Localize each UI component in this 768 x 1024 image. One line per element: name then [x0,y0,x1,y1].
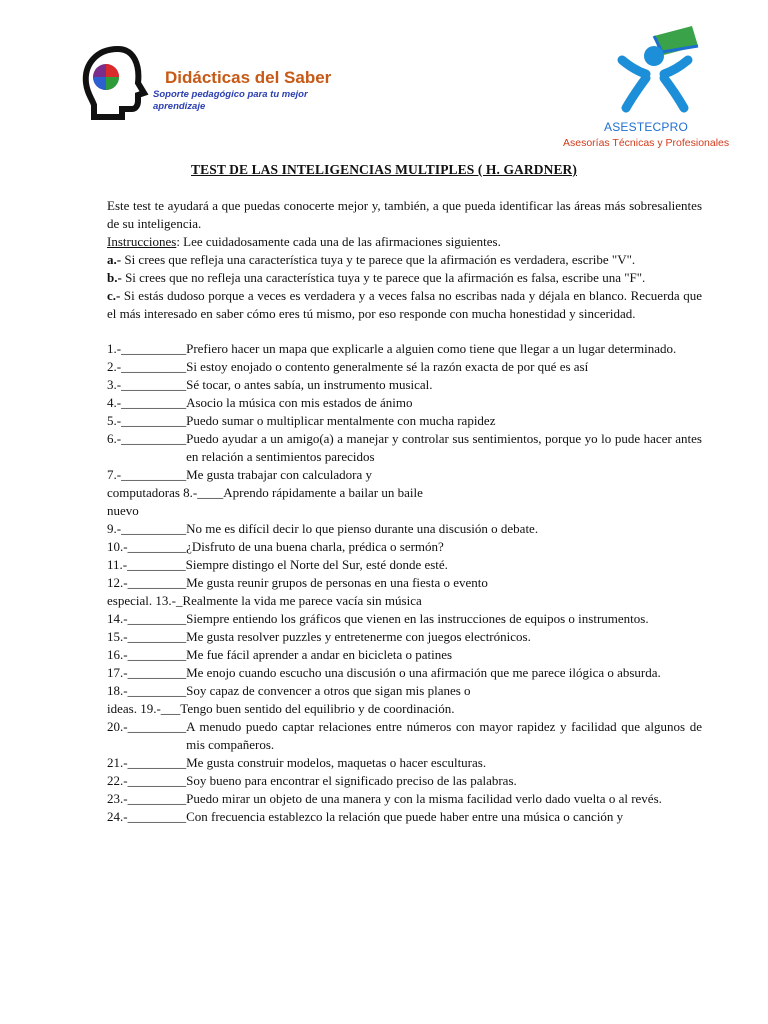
question-item [107,790,702,808]
question-number: 2.-__________ [107,359,187,374]
question-number: 20.-_________ [107,719,187,734]
didacticas-tagline: Soporte pedagógico para tu mejor aprendizaje [153,89,308,112]
question-text [139,502,702,520]
question-text: Puedo sumar o multiplicar mentalmente con mucha rapidez [186,413,496,428]
question-item [107,592,702,610]
question-item [107,682,702,700]
question-item [107,340,702,358]
question-number: 17.-_________ [107,665,187,680]
question-text: Realmente la vida me parece vacía sin música [182,593,422,608]
question-number: 3.-__________ [107,377,187,392]
question-item [107,484,702,502]
question-item [107,430,702,466]
question-text: Me fue fácil aprender a andar en bicicleta o patines [186,647,453,662]
question-number: 11.-_________ [107,557,186,572]
question-item [107,538,702,556]
question-text: Puedo mirar un objeto de una manera y con la misma facilidad verlo dado vuelta o al revés. [186,791,662,806]
didacticas-brand: Didácticas del Saber [165,68,332,87]
question-item [107,610,702,628]
question-number: nuevo [107,503,139,518]
question-text: Con frecuencia establezco la relación que puede haber entre una música o canción y [186,809,624,824]
question-text: Aprendo rápidamente a bailar un baile [223,485,423,500]
question-number: 4.-__________ [107,395,187,410]
question-number: 15.-_________ [107,629,187,644]
asestecpro-logo-icon [614,22,700,116]
question-number: 1.-__________ [107,341,187,356]
question-item [107,502,702,520]
question-text: Me enojo cuando escucho una discusión o una afirmación que me parece ilógica o absurda. [186,665,661,680]
question-text: Puedo ayudar a un amigo(a) a manejar y controlar sus sentimientos, porque yo lo pude hacer antes en relación a sentimientos parecidos [186,431,702,464]
question-text: A menudo puedo captar relaciones entre números con mayor rapidez y facilidad que algunos de mis compañeros. [186,719,702,752]
question-number: 7.-__________ [107,467,187,482]
question-item [107,772,702,790]
question-number: computadoras 8.-____ [107,485,224,500]
question-number: 24.-_________ [107,809,187,824]
rule-a-label: a.- [107,252,122,267]
question-text: Sé tocar, o antes sabía, un instrumento musical. [186,377,433,392]
rule-c-text: Si estás dudoso porque a veces es verdadera y a veces falsa no escribas nada y déjala en blanco. Recuerda que el más interesado en saber cómo eres tú mismo, por eso responde con mucha honestidad y sinceridad. [107,288,702,321]
question-text: Asocio la música con mis estados de ánimo [186,395,413,410]
question-item [107,754,702,772]
question-number: 10.-_________ [107,539,187,554]
question-item [107,412,702,430]
asestecpro-tagline: Asesorías Técnicas y Profesionales [563,137,730,149]
rule-b [107,269,702,287]
question-item [107,700,702,718]
question-item [107,376,702,394]
question-text: Me gusta trabajar con calculadora y [186,467,372,482]
question-item [107,520,702,538]
instructions-paragraph [107,233,702,251]
question-list [107,340,702,826]
rule-b-text: Si crees que no refleja una característica tuya y te parece que la afirmación es falsa, escribe una "F". [121,270,646,285]
asestecpro-brand: ASESTECPRO [604,120,689,134]
question-number: 9.-__________ [107,521,187,536]
question-item [107,358,702,376]
question-item [107,808,702,826]
question-item [107,394,702,412]
question-number: 6.-__________ [107,431,187,446]
question-text: Me gusta reunir grupos de personas en una fiesta o evento [186,575,488,590]
question-item [107,718,702,754]
question-number: 23.-_________ [107,791,187,806]
question-number: especial. 13.-_ [107,593,183,608]
question-number: 22.-_________ [107,773,187,788]
question-text: Tengo buen sentido del equilibrio y de coordinación. [180,701,455,716]
rule-b-label: b.- [107,270,122,285]
question-number: 5.-__________ [107,413,187,428]
question-text: Siempre entiendo los gráficos que vienen en las instrucciones de equipos o instrumentos. [186,611,649,626]
spacer [107,323,702,340]
question-item [107,628,702,646]
rule-a [107,251,702,269]
question-text: Siempre distingo el Norte del Sur, esté donde esté. [185,557,448,572]
rule-c-label: c.- [107,288,121,303]
question-text: Prefiero hacer un mapa que explicarle a alguien como tiene que llegar a un lugar determinado. [186,341,677,356]
instructions-text: : Lee cuidadosamente cada una de las afirmaciones siguientes. [176,234,501,249]
question-item [107,664,702,682]
question-text: No me es difícil decir lo que pienso durante una discusión o debate. [186,521,539,536]
question-number: 18.-_________ [107,683,187,698]
question-number: 12.-_________ [107,575,187,590]
question-number: 16.-_________ [107,647,187,662]
instructions-label: Instrucciones [107,234,177,249]
question-item [107,556,702,574]
question-item [107,574,702,592]
document-body [107,197,702,826]
question-item [107,646,702,664]
question-text: Si estoy enojado o contento generalmente sé la razón exacta de por qué es así [186,359,589,374]
question-text: ¿Disfruto de una buena charla, prédica o sermón? [186,539,444,554]
question-text: Me gusta construir modelos, maquetas o hacer esculturas. [186,755,487,770]
document-title: TEST DE LAS INTELIGENCIAS MULTIPLES ( H. GARDNER) [191,162,577,177]
question-number: 14.-_________ [107,611,187,626]
question-text: Me gusta resolver puzzles y entretenerme con juegos electrónicos. [186,629,531,644]
question-item [107,466,702,484]
question-number: 21.-_________ [107,755,187,770]
question-text: Soy bueno para encontrar el significado preciso de las palabras. [186,773,517,788]
intro-paragraph: Este test te ayudará a que puedas conocerte mejor y, también, a que pueda identificar las áreas más sobresalientes de su inteligencia. [107,198,702,231]
question-text: Soy capaz de convencer a otros que sigan mis planes o [186,683,471,698]
head-logo-icon [78,45,158,123]
rule-a-text: Si crees que refleja una característica tuya y te parece que la afirmación es verdadera, escribe "V". [121,252,636,267]
question-number: ideas. 19.-___ [107,701,181,716]
rule-c [107,287,702,323]
